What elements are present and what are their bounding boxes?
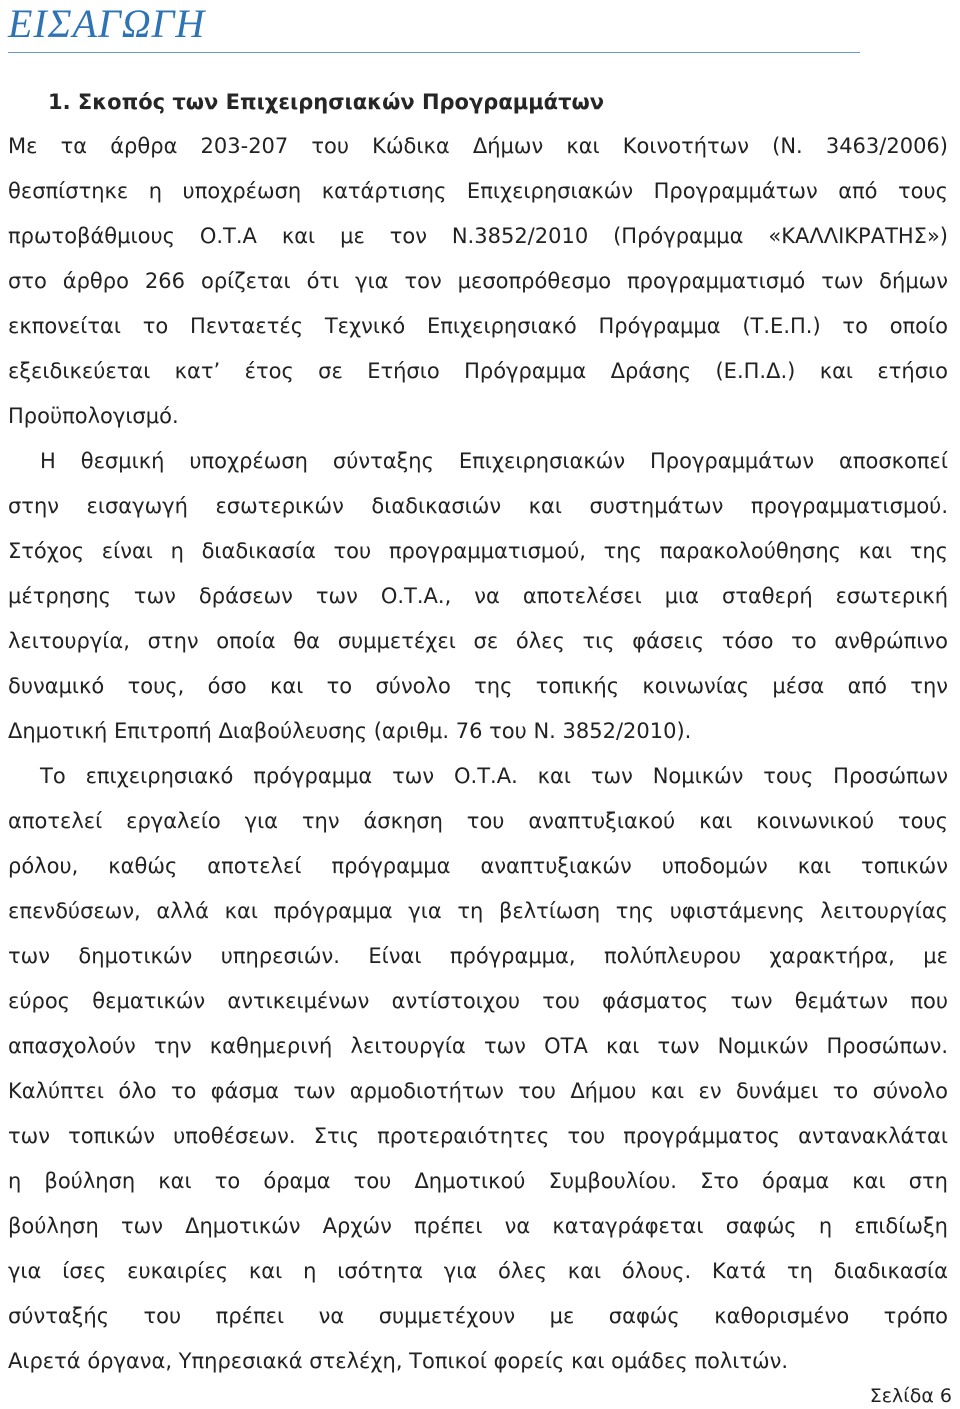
text-line: βούληση των Δημοτικών Αρχών πρέπει να καταγράφεται σαφώς η επιδίωξη — [8, 1214, 948, 1238]
text-line: Στόχος είναι η διαδικασία του προγραμματισμού, της παρακολούθησης και της — [8, 539, 948, 563]
text-line: λειτουργία, στην οποία θα συμμετέχει σε όλες τις φάσεις τόσο το ανθρώπινο — [8, 629, 948, 653]
text-line: απασχολούν την καθημερινή λειτουργία των ΟΤΑ και των Νομικών Προσώπων. — [8, 1034, 948, 1058]
text-line: θεσπίστηκε η υποχρέωση κατάρτισης Επιχειρησιακών Προγραμμάτων από τους — [8, 179, 948, 203]
text-line: δυναμικό τους, όσο και το σύνολο της τοπικής κοινωνίας μέσα από την — [8, 674, 948, 698]
text-line: Η θεσμική υποχρέωση σύνταξης Επιχειρησιακών Προγραμμάτων αποσκοπεί — [40, 449, 948, 473]
text-line: Καλύπτει όλο το φάσμα των αρμοδιοτήτων του Δήμου και εν δυνάμει το σύνολο — [8, 1079, 948, 1103]
text-line: σύνταξής του πρέπει να συμμετέχουν με σαφώς καθορισμένο τρόπο — [8, 1304, 948, 1328]
page-title: ΕΙΣΑΓΩΓΗ — [8, 1, 206, 46]
text-line: ρόλου, καθώς αποτελεί πρόγραμμα αναπτυξιακών υποδομών και τοπικών — [8, 854, 948, 878]
text-line: Με τα άρθρα 203-207 του Κώδικα Δήμων και Κοινοτήτων (Ν. 3463/2006) — [8, 134, 948, 158]
section-heading: 1. Σκοπός των Επιχειρησιακών Προγραμμάτων — [48, 90, 605, 114]
text-line: επενδύσεων, αλλά και πρόγραμμα για τη βελτίωση της υφιστάμενης λειτουργίας — [8, 899, 948, 923]
page-number: Σελίδα 6 — [869, 1385, 952, 1407]
text-line: των τοπικών υποθέσεων. Στις προτεραιότητες του προγράμματος αντανακλάται — [8, 1124, 948, 1148]
text-line: εκπονείται το Πενταετές Τεχνικό Επιχειρησιακό Πρόγραμμα (Τ.Ε.Π.) το οποίο — [8, 314, 948, 338]
title-underline — [8, 52, 860, 53]
text-line: εξειδικεύεται κατ’ έτος σε Ετήσιο Πρόγραμμα Δράσης (Ε.Π.Δ.) και ετήσιο — [8, 359, 948, 383]
text-line: Προϋπολογισμό. — [8, 404, 179, 428]
text-line: Δημοτική Επιτροπή Διαβούλευσης (αριθμ. 76 του Ν. 3852/2010). — [8, 719, 692, 743]
body-text — [8, 124, 948, 1384]
text-line: στην εισαγωγή εσωτερικών διαδικασιών και συστημάτων προγραμματισμού. — [8, 494, 948, 518]
text-line: μέτρησης των δράσεων των Ο.Τ.Α., να αποτελέσει μια σταθερή εσωτερική — [8, 584, 948, 608]
text-line: αποτελεί εργαλείο για την άσκηση του αναπτυξιακού και κοινωνικού τους — [8, 809, 948, 833]
text-line: η βούληση και το όραμα του Δημοτικού Συμβουλίου. Στο όραμα και στη — [8, 1169, 948, 1193]
text-line: στο άρθρο 266 ορίζεται ότι για τον μεσοπρόθεσμο προγραμματισμό των δήμων — [8, 269, 948, 293]
text-line: πρωτοβάθμιους Ο.Τ.Α και με τον Ν.3852/2010 (Πρόγραμμα «ΚΑΛΛΙΚΡΑΤΗΣ») — [8, 224, 948, 248]
text-line: εύρος θεματικών αντικειμένων αντίστοιχου του φάσματος των θεμάτων που — [8, 989, 948, 1013]
text-line: για ίσες ευκαιρίες και η ισότητα για όλες και όλους. Κατά τη διαδικασία — [8, 1259, 948, 1283]
text-line: Το επιχειρησιακό πρόγραμμα των Ο.Τ.Α. και των Νομικών τους Προσώπων — [40, 764, 948, 788]
text-line: Αιρετά όργανα, Υπηρεσιακά στελέχη, Τοπικοί φορείς και ομάδες πολιτών. — [8, 1349, 789, 1373]
text-line: των δημοτικών υπηρεσιών. Είναι πρόγραμμα, πολύπλευρου χαρακτήρα, με — [8, 944, 948, 968]
